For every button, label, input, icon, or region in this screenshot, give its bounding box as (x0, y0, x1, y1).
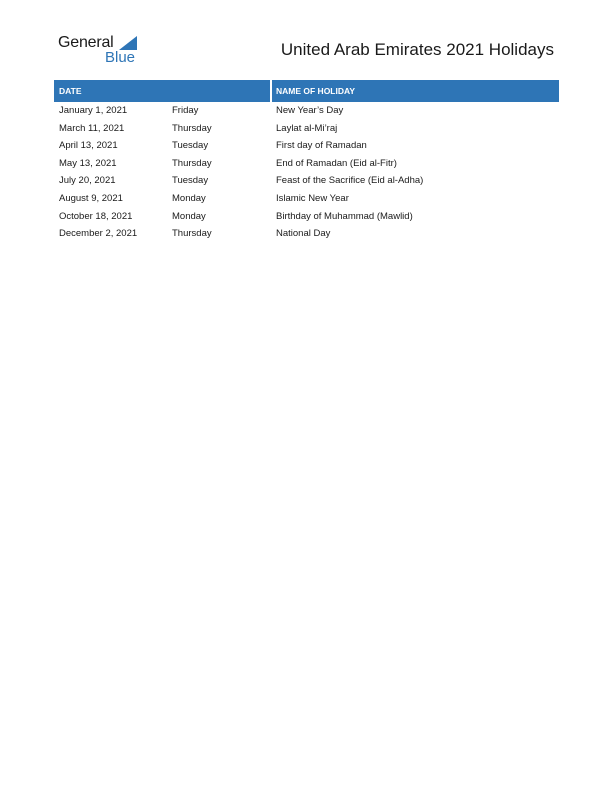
table-row (54, 155, 559, 173)
cell-holiday-name: Islamic New Year (276, 192, 349, 204)
cell-day: Friday (172, 105, 199, 116)
logo-word-general: General (58, 34, 114, 51)
table-row (54, 208, 559, 226)
page-title: United Arab Emirates 2021 Holidays (280, 40, 554, 59)
cell-day: Monday (172, 210, 206, 222)
table-row (54, 225, 559, 243)
cell-holiday-name: Birthday of Muhammad (Mawlid) (276, 210, 413, 222)
cell-day: Thursday (172, 228, 212, 240)
cell-holiday-name: New Year’s Day (276, 105, 344, 116)
header-date: DATE (59, 86, 82, 96)
cell-holiday-name: Laylat al-Mi’raj (276, 122, 338, 134)
logo-triangle-icon (119, 36, 137, 50)
table-row (54, 120, 559, 138)
cell-date: August 9, 2021 (59, 192, 123, 204)
header-divider (270, 80, 272, 102)
cell-day: Thursday (172, 157, 212, 169)
table-row (54, 190, 559, 208)
header-holiday-name: NAME OF HOLIDAY (276, 86, 356, 96)
cell-holiday-name: National Day (276, 228, 331, 240)
holidays-table (54, 80, 559, 243)
table-header (54, 80, 559, 102)
cell-date: December 2, 2021 (59, 228, 138, 240)
table-row (54, 137, 559, 155)
cell-date: January 1, 2021 (59, 105, 128, 116)
cell-date: May 13, 2021 (59, 157, 117, 169)
cell-date: October 18, 2021 (59, 210, 133, 222)
table-body (54, 102, 559, 243)
cell-date: April 13, 2021 (59, 140, 118, 152)
cell-holiday-name: First day of Ramadan (276, 140, 367, 152)
table-row (54, 102, 559, 120)
cell-holiday-name: Feast of the Sacrifice (Eid al-Adha) (276, 175, 424, 187)
cell-day: Thursday (172, 122, 212, 134)
cell-day: Monday (172, 192, 206, 204)
generalblue-logo (58, 34, 148, 68)
cell-holiday-name: End of Ramadan (Eid al-Fitr) (276, 157, 397, 169)
cell-day: Tuesday (172, 175, 209, 187)
logo-word-blue: Blue (105, 49, 136, 66)
table-row (54, 172, 559, 190)
cell-day: Tuesday (172, 140, 209, 152)
cell-date: March 11, 2021 (59, 122, 125, 134)
cell-date: July 20, 2021 (59, 175, 116, 187)
